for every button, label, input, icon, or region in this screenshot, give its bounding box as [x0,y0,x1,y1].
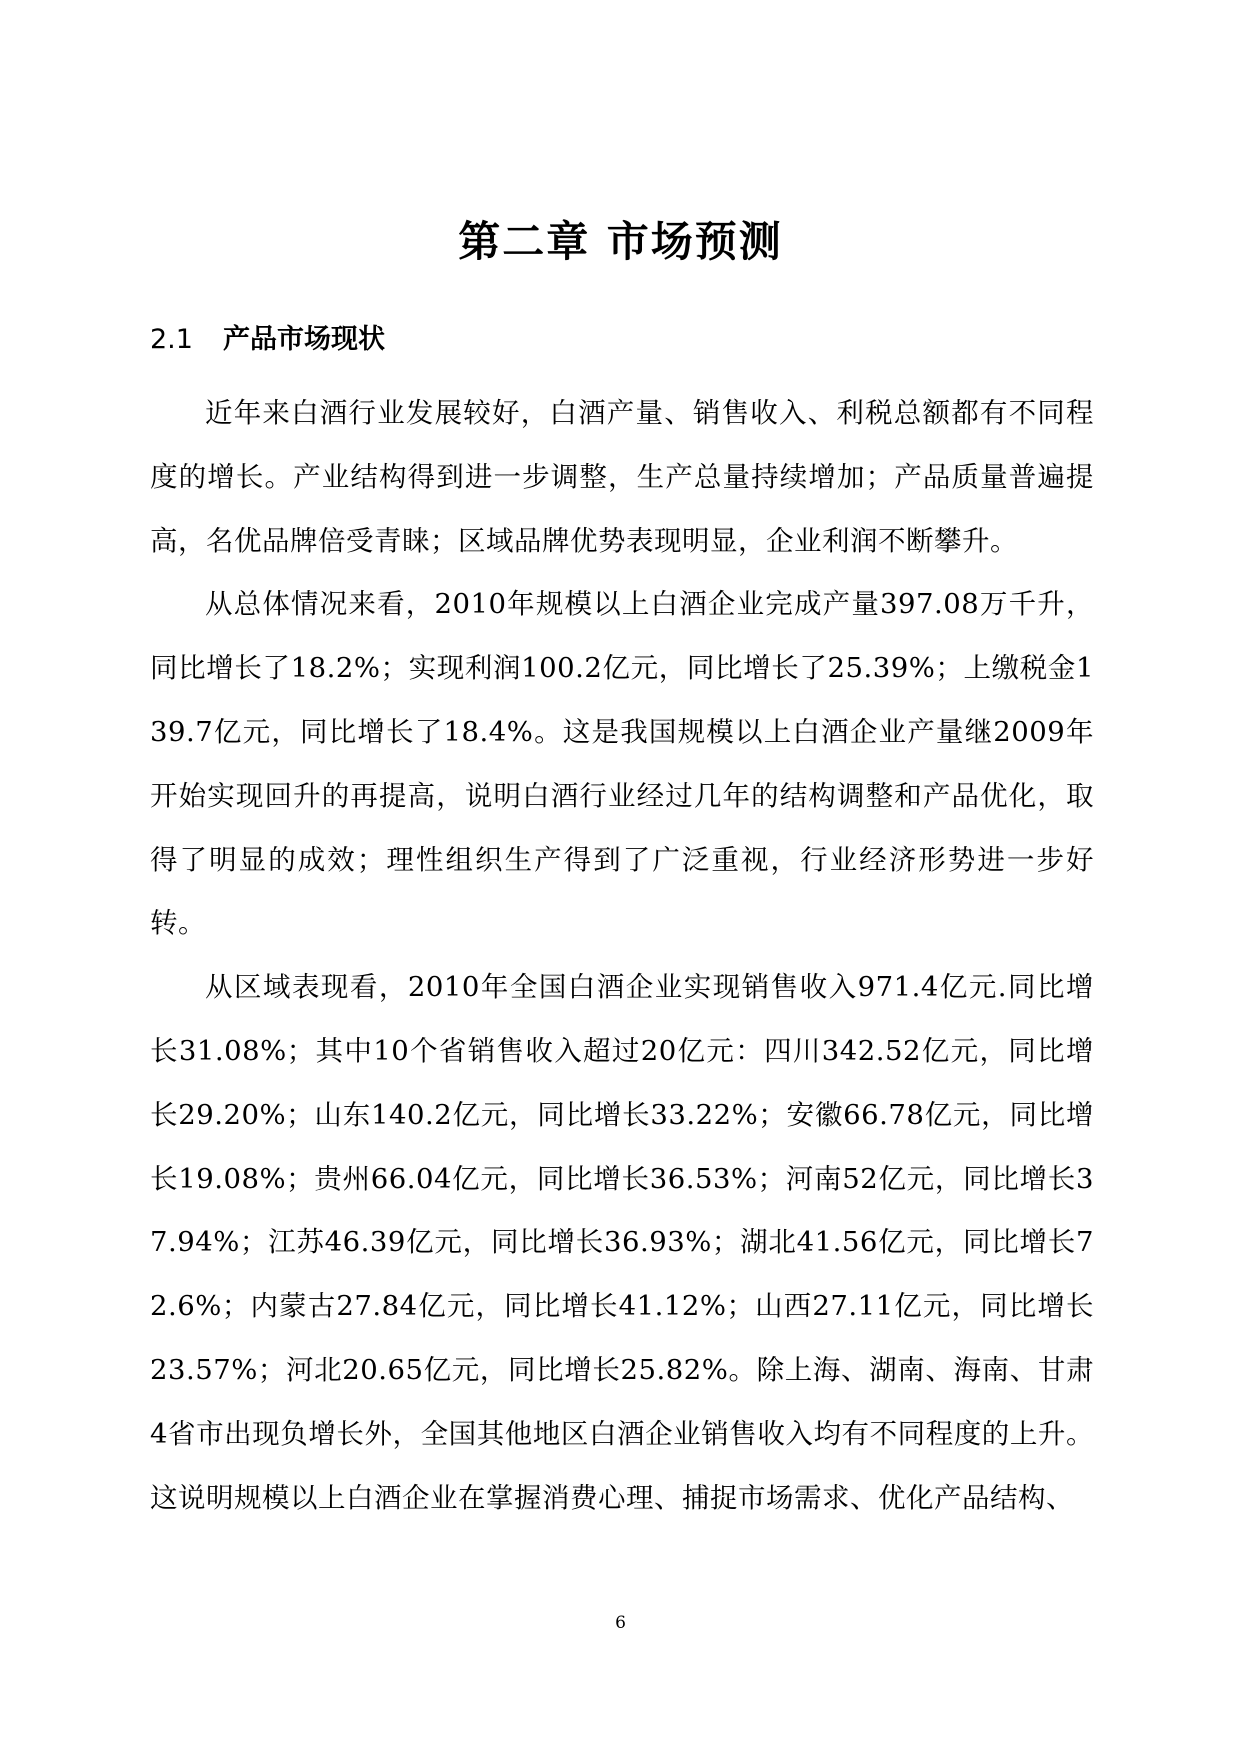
paragraph-regional-performance: 从区域表现看，2010年全国白酒企业实现销售收入971.4亿元.同比增长31.08%；其中10个省销售收入超过20亿元：四川342.52亿元，同比增长29.20%；山东140.2亿元，同比增长33.22%；安徽66.78亿元，同比增长19.08%；贵州66.04亿元，同比增长36.53%；河南52亿元，同比增长37.94%；江苏46.39亿元，同比增长36.93%；湖北41.56亿元，同比增长72.6%；内蒙古27.84亿元，同比增长41.12%；山西27.11亿元，同比增长23.57%；河北20.65亿元，同比增长25.82%。除上海、湖南、海南、甘肃4省市出现负增长外，全国其他地区白酒企业销售收入均有不同程度的上升。这说明规模以上白酒企业在掌握消费心理、捕捉市场需求、优化产品结构、 [150,971,1094,1514]
section-number: 2.1 [150,324,193,355]
body-text [150,382,1094,1530]
chapter-title: 第二章 市场预测 [458,217,783,266]
paragraph-overall-situation: 从总体情况来看，2010年规模以上白酒企业完成产量397.08万千升，同比增长了18.2%；实现利润100.2亿元，同比增长了25.39%；上缴税金139.7亿元，同比增长了18.4%。这是我国规模以上白酒企业产量继2009年开始实现回升的再提高，说明白酒行业经过几年的结构调整和产品优化，取得了明显的成效；理性组织生产得到了广泛重视，行业经济形势进一步好转。 [150,588,1094,940]
page-number: 6 [615,1613,626,1633]
section-heading [150,318,385,362]
section-title: 产品市场现状 [222,324,385,355]
paragraph-industry-overview: 近年来白酒行业发展较好，白酒产量、销售收入、利税总额都有不同程度的增长。产业结构得到进一步调整，生产总量持续增加；产品质量普遍提高，名优品牌倍受青睐；区域品牌优势表现明显，企业利润不断攀升。 [150,397,1094,557]
